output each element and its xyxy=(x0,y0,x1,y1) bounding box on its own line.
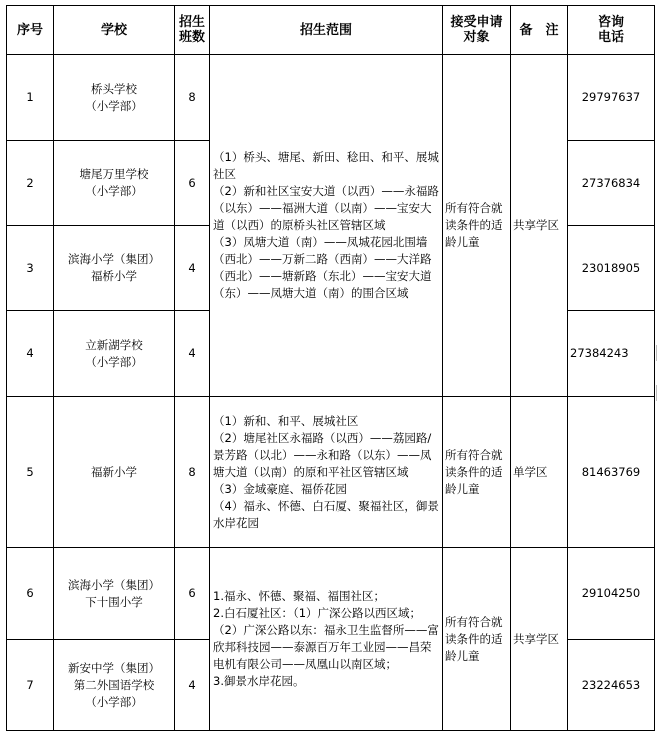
school-line: 新安中学（集团） xyxy=(68,660,160,675)
school-line: 下十围小学 xyxy=(85,594,143,609)
school-name xyxy=(54,548,175,640)
school-name xyxy=(54,640,175,731)
row-no: 1 xyxy=(7,55,54,141)
class-count: 8 xyxy=(175,55,210,141)
header-school: 学校 xyxy=(54,6,175,55)
school-name xyxy=(54,311,175,397)
school-line: （小学部） xyxy=(85,184,143,198)
enrollment-scope xyxy=(210,55,443,397)
table-row xyxy=(7,548,655,640)
school-line: 福桥小学 xyxy=(91,269,137,283)
enrollment-scope xyxy=(210,397,443,548)
header-classes-line1: 招生 xyxy=(178,15,205,30)
scope-line: 3.御景水岸花园。 xyxy=(213,674,305,688)
scope-line: （3）金域豪庭、福侨花园 xyxy=(213,481,347,496)
school-name xyxy=(54,397,175,548)
scope-line: （1）桥头、塘尾、新田、稔田、和平、展城社区 xyxy=(213,150,439,181)
header-no: 序号 xyxy=(7,6,54,55)
class-count: 6 xyxy=(175,141,210,226)
class-count: 8 xyxy=(175,397,210,548)
header-scope: 招生范围 xyxy=(210,6,443,55)
header-row xyxy=(7,6,655,55)
table-row xyxy=(7,397,655,548)
row-no: 7 xyxy=(7,640,54,731)
class-count: 4 xyxy=(175,640,210,731)
remark: 单学区 xyxy=(511,397,568,548)
header-phone-line2: 电话 xyxy=(597,30,624,45)
scope-line: （2）新和社区宝安大道（以西）——永福路（以东）——福洲大道（以南）——宝安大道（以西）的原桥头社区管辖区域 xyxy=(213,184,439,232)
page-edge-marker xyxy=(656,345,661,361)
school-name xyxy=(54,226,175,311)
scope-line: （2）塘尾社区永福路（以西）——荔园路/景芳路（以北）——永和路（以东）——凤塘大道（以南）的原和平社区管辖区域 xyxy=(213,430,432,479)
school-line: （小学部） xyxy=(85,98,143,113)
school-line: 塘尾万里学校 xyxy=(79,167,149,181)
scope-line: 1.福永、怀德、聚福、福围社区； xyxy=(213,589,385,603)
school-line: 滨海小学（集团） xyxy=(68,577,160,592)
header-target-line1: 接受申请 xyxy=(450,15,503,30)
school-line: （小学部） xyxy=(85,694,143,709)
school-line: 第二外国语学校 xyxy=(73,677,155,692)
applicant-target: 所有符合就读条件的适龄儿童 xyxy=(443,548,511,731)
row-no: 4 xyxy=(7,311,54,397)
class-count: 6 xyxy=(175,548,210,640)
header-classes xyxy=(175,6,210,55)
page-edge-marker xyxy=(656,385,661,401)
scope-line: 2.白石厦社区：（1）广深公路以西区域；（2）广深公路以东：福永卫生监督所——富欣邦科技园——泰源百万年工业园——昌荣电机有限公司——凤凰山以南区域； xyxy=(213,606,439,671)
applicant-target: 所有符合就读条件的适龄儿童 xyxy=(443,55,511,397)
class-count: 4 xyxy=(175,226,210,311)
scope-line: （3）凤塘大道（南）——凤城花园北围墙（西北）——万新二路（西南）——大洋路（西北）——塘新路（东北）——宝安大道（东）——凤塘大道（南）的围合区域 xyxy=(213,235,432,300)
phone-number: 23018905 xyxy=(568,226,655,311)
school-name xyxy=(54,141,175,226)
row-no: 3 xyxy=(7,226,54,311)
row-no: 6 xyxy=(7,548,54,640)
phone-number: 29797637 xyxy=(568,55,655,141)
enrollment-table xyxy=(6,5,655,731)
remark: 共享学区 xyxy=(511,548,568,731)
enrollment-scope xyxy=(210,548,443,731)
scope-line: （1）新和、和平、展城社区 xyxy=(213,413,359,428)
school-line: 滨海小学（集团） xyxy=(68,252,160,266)
school-line: （小学部） xyxy=(85,354,143,369)
phone-number: 81463769 xyxy=(568,397,655,548)
row-no: 5 xyxy=(7,397,54,548)
header-classes-line2: 班数 xyxy=(178,30,205,45)
applicant-target: 所有符合就读条件的适龄儿童 xyxy=(443,397,511,548)
school-line: 桥头学校 xyxy=(91,81,137,96)
class-count: 4 xyxy=(175,311,210,397)
school-line: 福新小学 xyxy=(91,464,137,479)
remark: 共享学区 xyxy=(511,55,568,397)
phone-number: 29104250 xyxy=(568,548,655,640)
phone-number: 27384243 xyxy=(568,311,655,397)
table-row xyxy=(7,55,655,141)
school-name xyxy=(54,55,175,141)
school-line: 立新湖学校 xyxy=(85,337,143,352)
row-no: 2 xyxy=(7,141,54,226)
scope-line: （4）福永、怀德、白石厦、聚福社区，御景水岸花园 xyxy=(213,498,439,530)
phone-number: 27376834 xyxy=(568,141,655,226)
header-target-line2: 对象 xyxy=(463,30,490,45)
header-target xyxy=(443,6,511,55)
header-phone xyxy=(568,6,655,55)
header-phone-line1: 咨询 xyxy=(597,15,624,30)
phone-number: 23224653 xyxy=(568,640,655,731)
header-remark: 备 注 xyxy=(511,6,568,55)
